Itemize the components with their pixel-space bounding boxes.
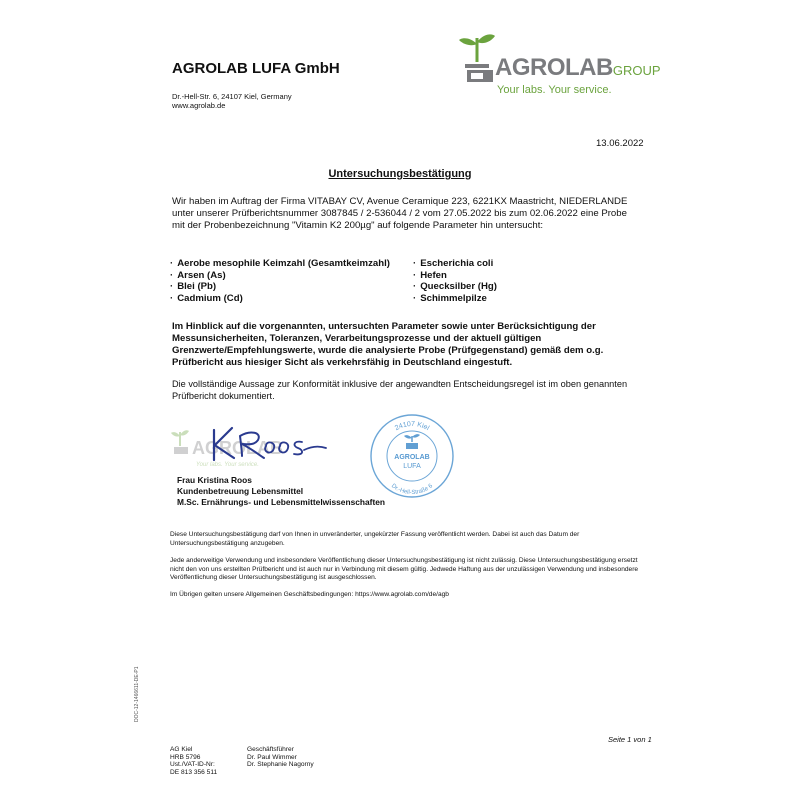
stamp-center-line2: LUFA [403,463,421,470]
parameter-item: · Hefen [413,270,497,282]
signature-image [170,416,340,474]
parameter-item: · Cadmium (Cd) [170,293,390,305]
watermark-brand: AGROLAB [192,438,283,458]
parameter-list-right [413,258,497,304]
footer-management [247,746,314,769]
document-title: Untersuchungsbestätigung [328,168,472,180]
company-name: AGROLAB LUFA GmbH [172,60,340,77]
parameter-list-left [170,258,390,304]
watermark-slogan: Your labs. Your service. [196,462,259,468]
intro-paragraph: Wir haben im Auftrag der Firma VITABAY CV, Avenue Ceramique 223, 6221KX Maastricht, NIEDERLANDE unter unserer Prüfberichtsnummer 3087845 / 2-536044 / 2 vom 27.05.2022 bis zum 02.06.2022 eine Probe mit der Probenbezeichnung "Vitamin K2 200µg" auf folgende Parameter hin untersucht: [172,196,628,231]
parameter-item: · Quecksilber (Hg) [413,281,497,293]
company-website: www.agrolab.de [172,101,226,110]
document-date: 13.06.2022 [596,138,644,149]
signer-name: Frau Kristina Roos [177,475,252,485]
page-number: Seite 1 von 1 [608,735,652,744]
logo-brand: AGROLAB [495,54,613,81]
company-stamp [368,412,456,500]
parameter-item: · Escherichia coli [413,258,497,270]
footer-line: Dr. Paul Wimmer [247,753,297,761]
signer-role: Kundenbetreuung Lebensmittel [177,486,304,496]
signature-block [170,416,340,474]
parameter-item: · Arsen (As) [170,270,390,282]
footer-line: HRB 5796 [170,753,201,761]
signer-degree: M.Sc. Ernährungs- und Lebensmittelwissenschaften [177,497,386,507]
footer-line: Dr. Stephanie Nagorny [247,761,314,769]
stamp-bottom-text: Dr.-Hell-Straße 6 [390,483,435,497]
parameter-item: · Aerobe mesophile Keimzahl (Gesamtkeimzahl) [170,258,390,270]
note-publication: Diese Untersuchungsbestätigung darf von Ihnen in unveränderter, ungekürzter Fassung veröffentlicht werden. Dabei ist auch das Datum der Untersuchungsbestätigung anzugeben. [170,531,580,547]
stamp-top-text: 24107 Kiel [393,420,431,433]
conclusion-paragraph: Im Hinblick auf die vorgenannten, untersuchten Parameter sowie unter Berücksichtigung der Messunsicherheiten, Toleranzen, Verarbeitungsprozesse und der aktuell gültigen Grenzwerte/Empfehlungswerte, wurde die analysierte Probe (Prüfgegenstand) gemäß dem o.g. Prüfbericht aus hiesiger Sicht als verkehrsfähig in Deutschland eingestuft. [172,321,604,368]
conformity-statement: Die vollständige Aussage zur Konformität inklusive der angewandten Entscheidungsregel ist im oben genannten Prüfbericht dokumentiert. [172,379,628,401]
document-reference: DOC-12-1466611-DE-P1 [134,666,140,722]
parameter-item: · Blei (Pb) [170,281,390,293]
logo-slogan: Your labs. Your service. [497,84,612,96]
footer-registry [170,746,217,776]
agrolab-logo [455,30,660,100]
stamp-image [368,412,456,500]
footer-line: Ust./VAT-ID-Nr: [170,761,215,769]
parameter-item: · Schimmelpilze [413,293,497,305]
footer-line: AG Kiel [170,746,193,753]
footer-line: DE 813 356 511 [170,768,218,776]
footer-line: Geschäftsführer [247,746,294,753]
note-terms: Im Übrigen gelten unsere Allgemeinen Geschäftsbedingungen: https://www.agrolab.com/de/agb [170,591,449,598]
plant-microscope-icon [457,30,497,90]
company-address: Dr.-Hell-Str. 6, 24107 Kiel, Germany [172,92,292,101]
stamp-center-line1: AGROLAB [394,454,430,461]
note-restriction: Jede anderweitige Verwendung und insbesondere Veröffentlichung dieser Untersuchungsbestätigung ist nicht zulässig. Diese Untersuchungsbestätigung ersetzt nicht den von uns erstellten Prüfbericht und ist auch nur in Verbindung mit diesem gültig. Jedwede Haftung aus der unzulässigen Verwendung und insbesondere Veröffentlichung dieser Untersuchungsbestätigung ist ausgeschlossen. [170,557,639,581]
logo-group: GROUP [612,63,661,78]
